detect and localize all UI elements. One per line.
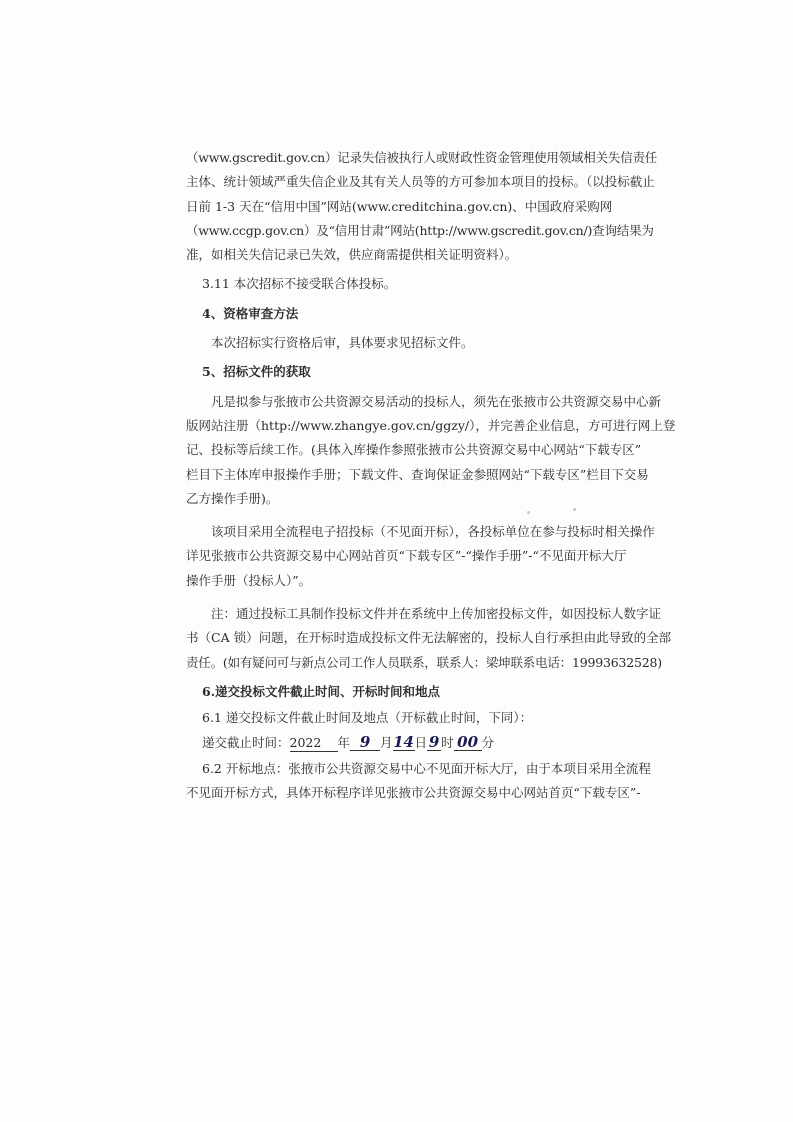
deadline-month-unit: 月 bbox=[380, 734, 393, 750]
deadline-label: 递交截止时间： bbox=[202, 734, 290, 750]
deadline-day-handwritten: 14 bbox=[393, 732, 414, 751]
deadline-minute-handwritten: 00 bbox=[454, 734, 482, 751]
text-line: 版网站注册（http://www.zhangye.gov.cn/ggzy/），并完善企业信息，方可进行网上登 bbox=[186, 417, 676, 433]
deadline-line bbox=[186, 731, 656, 755]
deadline-year: 2022 bbox=[290, 735, 338, 752]
deadline-year-unit: 年 bbox=[337, 734, 351, 750]
text-line: 6.2 开标地点：张掖市公共资源交易中心不见面开标大厅，由于本项目采用全流程 bbox=[202, 760, 651, 776]
text-line: 责任。(如有疑问可与新点公司工作人员联系，联系人：梁坤联系电话：19993632528) bbox=[186, 654, 662, 670]
paragraph-electronic-bidding bbox=[186, 520, 656, 593]
paragraph-no-consortium: 3.11 本次招标不接受联合体投标。 bbox=[202, 276, 397, 292]
paragraph-deadline-location: 6.1 递交投标文件截止时间及地点（开标截止时间，下同）： bbox=[202, 710, 533, 726]
text-line: 记、投标等后续工作。(具体入库操作参照张掖市公共资源交易中心网站“下载专区” bbox=[186, 442, 642, 458]
text-line: （www.gscredit.gov.cn）记录失信被执行人或财政性资金管理使用领域相关失信责任 bbox=[186, 150, 658, 165]
paragraph-registration bbox=[186, 390, 676, 511]
paragraph-credit-requirement bbox=[186, 146, 656, 267]
text-line: 准，如相关失信记录已失效，供应商需提供相关证明资料）。 bbox=[186, 247, 518, 263]
section-heading-qualification: 4、资格审查方法 bbox=[202, 305, 299, 321]
deadline-day-unit: 日 bbox=[414, 734, 428, 750]
text-line: 栏目下主体库申报操作手册；下载文件、查询保证金参照网站“下载专区”栏目下交易 bbox=[186, 466, 649, 482]
paragraph-note bbox=[186, 602, 672, 675]
deadline-hour-handwritten: 9 bbox=[428, 732, 440, 751]
section-heading-deadline: 6.递交投标文件截止时间、开标时间和地点 bbox=[202, 683, 441, 699]
text-line: 操作手册（投标人）”。 bbox=[186, 572, 312, 588]
section-heading-obtain-documents: 5、招标文件的获取 bbox=[202, 364, 311, 380]
text-line: 日前 1-3 天在“信用中国”网站(www.creditchina.gov.cn)、中国政府采购网 bbox=[186, 198, 613, 214]
text-line: 注：通过投标工具制作投标文件并在系统中上传加密投标文件，如因投标人数字证 bbox=[211, 606, 662, 622]
text-line: 书（CA 锁）问题，在开标时造成投标文件无法解密的，投标人自行承担由此导致的全部 bbox=[186, 630, 672, 646]
text-line: 详见张掖市公共资源交易中心网站首页“下载专区”-“操作手册”-“不见面开标大厅 bbox=[186, 548, 627, 564]
text-line: （www.ccgp.gov.cn）及“信用甘肃”网站(http://www.gscredit.gov.cn/)查询结果为 bbox=[186, 222, 654, 238]
text-line: 不见面开标方式，具体开标程序详见张掖市公共资源交易中心网站首页“下载专区”- bbox=[186, 785, 641, 801]
deadline-month-handwritten: 9 bbox=[350, 734, 380, 751]
deadline-minute-unit: 分 bbox=[481, 734, 495, 750]
document-body bbox=[186, 146, 676, 805]
deadline-hour-unit: 时 bbox=[441, 734, 454, 750]
text-line: 凡是拟参与张掖市公共资源交易活动的投标人，须先在张掖市公共资源交易中心新 bbox=[211, 393, 662, 409]
text-line: 主体、统计领域严重失信企业及其有关人员等的方可参加本项目的投标。（以投标截止 bbox=[186, 174, 655, 190]
text-line: 乙方操作手册)。 bbox=[186, 490, 279, 506]
paragraph-qualification-review: 本次招标实行资格后审，具体要求见招标文件。 bbox=[211, 335, 474, 351]
text-line: 该项目采用全流程电子招投标（不见面开标），各投标单位在参与投标时相关操作 bbox=[211, 524, 655, 540]
paragraph-opening-location bbox=[186, 757, 656, 806]
